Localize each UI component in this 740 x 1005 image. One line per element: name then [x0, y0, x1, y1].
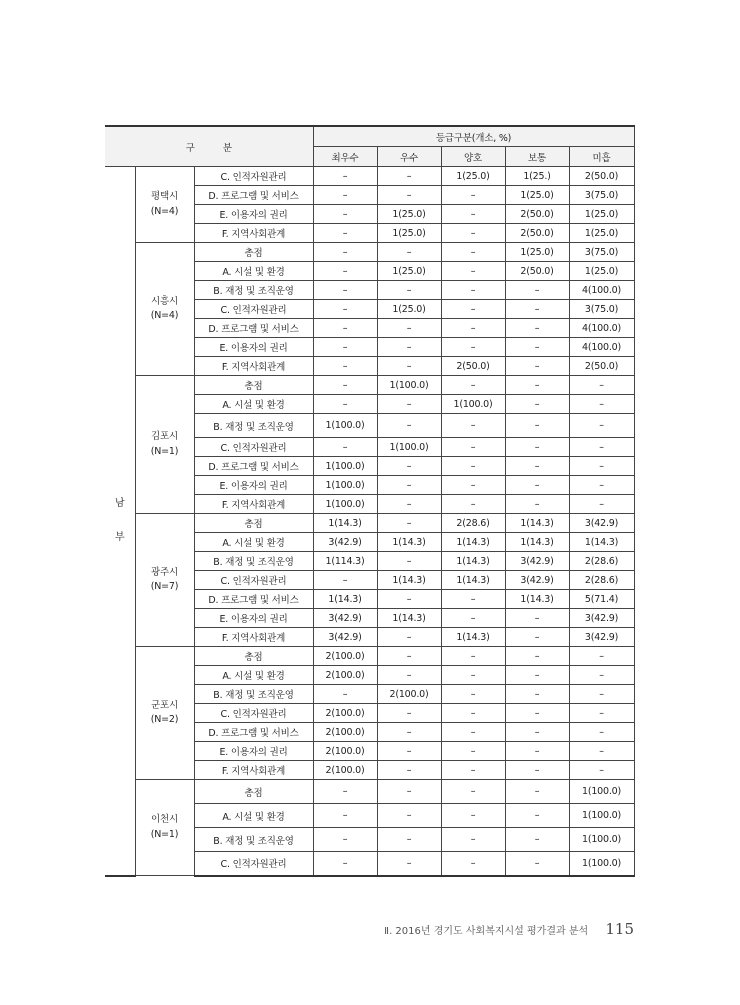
grade-value-cell: 2(100.0): [313, 761, 377, 780]
page-number: 115: [605, 920, 634, 938]
grade-value-cell: –: [441, 319, 505, 338]
grade-value-cell: 1(100.0): [313, 414, 377, 438]
grade-value-cell: –: [313, 571, 377, 590]
city-name: 군포시: [151, 699, 178, 711]
grade-value-cell: –: [313, 262, 377, 281]
grade-col-header: 미흡: [569, 147, 634, 167]
grade-value-cell: –: [441, 609, 505, 628]
grade-value-cell: –: [313, 780, 377, 804]
grade-value-cell: –: [569, 438, 634, 457]
grade-value-cell: 3(75.0): [569, 243, 634, 262]
city-count: (N=1): [150, 828, 179, 840]
grade-value-cell: 2(100.0): [313, 647, 377, 666]
grade-table: [105, 125, 635, 877]
item-label: D. 프로그램 및 서비스: [194, 186, 313, 205]
grade-value-cell: 4(100.0): [569, 338, 634, 357]
item-label: C. 인적자원관리: [194, 167, 313, 186]
grade-value-cell: 1(14.3): [505, 514, 569, 533]
grade-value-cell: –: [377, 780, 441, 804]
grade-value-cell: 1(25.0): [377, 262, 441, 281]
grade-col-header: 최우수: [313, 147, 377, 167]
table-row: [105, 167, 634, 186]
grade-value-cell: –: [377, 357, 441, 376]
table-row: [105, 780, 634, 804]
grade-value-cell: –: [569, 457, 634, 476]
grade-value-cell: –: [505, 666, 569, 685]
grade-value-cell: –: [569, 376, 634, 395]
item-label: D. 프로그램 및 서비스: [194, 590, 313, 609]
city-cell: [135, 514, 194, 647]
grade-value-cell: –: [505, 742, 569, 761]
city-count: (N=4): [150, 310, 179, 321]
item-label: 총점: [194, 647, 313, 666]
grade-value-cell: 1(14.3): [377, 609, 441, 628]
grade-value-cell: –: [377, 804, 441, 828]
grade-value-cell: –: [569, 647, 634, 666]
grade-value-cell: 2(50.0): [569, 167, 634, 186]
grade-value-cell: –: [377, 666, 441, 685]
grade-value-cell: 3(75.0): [569, 186, 634, 205]
grade-value-cell: 4(100.0): [569, 281, 634, 300]
grade-value-cell: 1(25.0): [505, 243, 569, 262]
grade-value-cell: 1(14.3): [441, 628, 505, 647]
item-label: F. 지역사회관계: [194, 628, 313, 647]
grade-value-cell: 2(28.6): [569, 552, 634, 571]
grade-value-cell: –: [313, 167, 377, 186]
grade-value-cell: 3(42.9): [569, 514, 634, 533]
item-label: E. 이용자의 권리: [194, 609, 313, 628]
grade-col-header: 양호: [441, 147, 505, 167]
grade-value-cell: –: [505, 804, 569, 828]
grade-value-cell: –: [377, 186, 441, 205]
grade-value-cell: –: [377, 852, 441, 876]
grade-value-cell: –: [313, 376, 377, 395]
grade-value-cell: –: [313, 319, 377, 338]
grade-value-cell: –: [569, 395, 634, 414]
grade-value-cell: –: [313, 186, 377, 205]
item-label: F. 지역사회관계: [194, 224, 313, 243]
grade-value-cell: –: [505, 780, 569, 804]
grade-value-cell: 3(75.0): [569, 300, 634, 319]
grade-value-cell: –: [377, 552, 441, 571]
grade-value-cell: –: [569, 742, 634, 761]
item-label: E. 이용자의 권리: [194, 742, 313, 761]
table-row: [105, 376, 634, 395]
grade-value-cell: –: [505, 395, 569, 414]
item-label: A. 시설 및 환경: [194, 533, 313, 552]
grade-value-cell: –: [313, 685, 377, 704]
city-name: 광주시: [151, 566, 178, 578]
grade-value-cell: –: [313, 357, 377, 376]
grade-value-cell: –: [377, 338, 441, 357]
grade-value-cell: –: [441, 243, 505, 262]
grade-value-cell: –: [377, 647, 441, 666]
grade-value-cell: –: [505, 414, 569, 438]
region-cell: [105, 167, 135, 876]
grade-value-cell: 1(100.0): [569, 780, 634, 804]
grade-value-cell: –: [377, 742, 441, 761]
grade-value-cell: –: [505, 647, 569, 666]
grade-value-cell: –: [505, 761, 569, 780]
grade-value-cell: –: [441, 338, 505, 357]
grade-value-cell: 3(42.9): [505, 552, 569, 571]
grade-value-cell: 3(42.9): [505, 571, 569, 590]
grade-value-cell: –: [441, 804, 505, 828]
grade-value-cell: –: [569, 414, 634, 438]
item-label: 총점: [194, 780, 313, 804]
grade-header: 등급구분(개소, %): [313, 126, 634, 147]
grade-value-cell: –: [505, 628, 569, 647]
item-label: 총점: [194, 514, 313, 533]
grade-value-cell: –: [377, 281, 441, 300]
grade-value-cell: –: [569, 666, 634, 685]
grade-value-cell: –: [313, 205, 377, 224]
item-label: C. 인적자원관리: [194, 571, 313, 590]
grade-value-cell: –: [441, 828, 505, 852]
grade-value-cell: 2(50.0): [505, 205, 569, 224]
item-label: C. 인적자원관리: [194, 300, 313, 319]
item-label: F. 지역사회관계: [194, 761, 313, 780]
grade-value-cell: –: [505, 476, 569, 495]
grade-value-cell: –: [377, 828, 441, 852]
item-label: 총점: [194, 376, 313, 395]
grade-value-cell: 2(50.0): [569, 357, 634, 376]
grade-value-cell: –: [377, 514, 441, 533]
grade-value-cell: –: [505, 338, 569, 357]
grade-value-cell: –: [569, 685, 634, 704]
city-count: (N=7): [150, 581, 179, 592]
grade-value-cell: –: [441, 262, 505, 281]
grade-value-cell: –: [505, 723, 569, 742]
grade-value-cell: 1(100.0): [313, 457, 377, 476]
grade-value-cell: 5(71.4): [569, 590, 634, 609]
grade-value-cell: 3(42.9): [569, 609, 634, 628]
grade-value-cell: –: [505, 319, 569, 338]
grade-value-cell: –: [441, 186, 505, 205]
grade-value-cell: 1(25.0): [377, 300, 441, 319]
category-header: 구 분: [105, 126, 313, 167]
grade-value-cell: –: [313, 828, 377, 852]
grade-value-cell: –: [441, 647, 505, 666]
grade-value-cell: –: [377, 457, 441, 476]
item-label: B. 재정 및 조직운영: [194, 414, 313, 438]
grade-value-cell: 2(50.0): [505, 224, 569, 243]
city-name: 이천시: [151, 814, 178, 826]
grade-value-cell: –: [377, 628, 441, 647]
page-footer: [384, 920, 634, 938]
city-cell: [135, 243, 194, 376]
grade-value-cell: 4(100.0): [569, 319, 634, 338]
grade-value-cell: –: [441, 438, 505, 457]
item-label: 총점: [194, 243, 313, 262]
grade-value-cell: –: [505, 357, 569, 376]
grade-value-cell: –: [569, 476, 634, 495]
grade-value-cell: –: [377, 495, 441, 514]
grade-value-cell: –: [313, 224, 377, 243]
grade-value-cell: –: [569, 495, 634, 514]
grade-value-cell: –: [441, 376, 505, 395]
table-header: [105, 126, 634, 167]
grade-value-cell: –: [441, 852, 505, 876]
grade-value-cell: –: [441, 685, 505, 704]
item-label: C. 인적자원관리: [194, 438, 313, 457]
grade-value-cell: –: [441, 780, 505, 804]
grade-value-cell: 2(28.6): [441, 514, 505, 533]
table-body: [105, 167, 634, 876]
item-label: F. 지역사회관계: [194, 495, 313, 514]
grade-value-cell: 2(100.0): [313, 742, 377, 761]
grade-value-cell: –: [441, 666, 505, 685]
grade-value-cell: –: [441, 300, 505, 319]
grade-value-cell: 1(100.0): [441, 395, 505, 414]
region-label-char: 남: [115, 498, 125, 510]
city-cell: [135, 167, 194, 243]
grade-value-cell: 1(100.0): [569, 804, 634, 828]
grade-value-cell: –: [377, 704, 441, 723]
grade-value-cell: 2(28.6): [569, 571, 634, 590]
item-label: C. 인적자원관리: [194, 852, 313, 876]
grade-col-header: 우수: [377, 147, 441, 167]
grade-value-cell: 1(14.3): [441, 571, 505, 590]
grade-value-cell: –: [441, 723, 505, 742]
grade-value-cell: 2(100.0): [377, 685, 441, 704]
grade-value-cell: –: [441, 495, 505, 514]
city-cell: [135, 647, 194, 780]
item-label: A. 시설 및 환경: [194, 262, 313, 281]
grade-value-cell: –: [441, 590, 505, 609]
grade-value-cell: 2(100.0): [313, 666, 377, 685]
item-label: D. 프로그램 및 서비스: [194, 319, 313, 338]
grade-value-cell: –: [505, 281, 569, 300]
grade-value-cell: –: [377, 723, 441, 742]
grade-value-cell: –: [313, 852, 377, 876]
grade-value-cell: –: [313, 281, 377, 300]
grade-value-cell: –: [505, 704, 569, 723]
grade-value-cell: 1(25.0): [505, 186, 569, 205]
grade-value-cell: 2(50.0): [505, 262, 569, 281]
city-count: (N=1): [150, 445, 179, 457]
grade-value-cell: 1(14.3): [505, 590, 569, 609]
grade-value-cell: 3(42.9): [313, 609, 377, 628]
grade-value-cell: 1(100.0): [569, 828, 634, 852]
grade-value-cell: –: [377, 319, 441, 338]
item-label: C. 인적자원관리: [194, 704, 313, 723]
grade-value-cell: 1(14.3): [441, 533, 505, 552]
grade-value-cell: –: [441, 761, 505, 780]
grade-value-cell: –: [377, 761, 441, 780]
grade-value-cell: –: [505, 376, 569, 395]
grade-value-cell: –: [441, 414, 505, 438]
grade-value-cell: –: [505, 852, 569, 876]
grade-value-cell: –: [377, 243, 441, 262]
city-name: 평택시: [151, 191, 178, 203]
city-count: (N=2): [150, 714, 179, 725]
grade-value-cell: 1(25.): [505, 167, 569, 186]
table-row: [105, 514, 634, 533]
grade-value-cell: –: [441, 205, 505, 224]
grade-value-cell: 1(14.3): [377, 571, 441, 590]
grade-value-cell: 1(14.3): [505, 533, 569, 552]
grade-value-cell: 1(114.3): [313, 552, 377, 571]
table-row: [105, 647, 634, 666]
grade-value-cell: 1(25.0): [377, 205, 441, 224]
item-label: D. 프로그램 및 서비스: [194, 457, 313, 476]
grade-value-cell: –: [441, 704, 505, 723]
city-name: 김포시: [151, 431, 178, 443]
grade-value-cell: 1(100.0): [313, 476, 377, 495]
grade-value-cell: –: [313, 243, 377, 262]
item-label: B. 재정 및 조직운영: [194, 552, 313, 571]
grade-value-cell: –: [569, 723, 634, 742]
grade-value-cell: –: [505, 457, 569, 476]
item-label: A. 시설 및 환경: [194, 395, 313, 414]
region-label-char: 부: [115, 532, 125, 544]
grade-value-cell: –: [377, 395, 441, 414]
grade-value-cell: –: [377, 167, 441, 186]
grade-value-cell: 1(100.0): [377, 376, 441, 395]
item-label: B. 재정 및 조직운영: [194, 685, 313, 704]
grade-value-cell: –: [505, 828, 569, 852]
item-label: D. 프로그램 및 서비스: [194, 723, 313, 742]
item-label: E. 이용자의 권리: [194, 205, 313, 224]
grade-value-cell: –: [441, 476, 505, 495]
grade-value-cell: –: [377, 414, 441, 438]
grade-value-cell: –: [505, 609, 569, 628]
grade-value-cell: –: [505, 495, 569, 514]
grade-value-cell: –: [441, 742, 505, 761]
grade-value-cell: –: [377, 476, 441, 495]
city-name: 시흥시: [151, 295, 178, 307]
grade-value-cell: 1(14.3): [377, 533, 441, 552]
grade-value-cell: 3(42.9): [569, 628, 634, 647]
grade-value-cell: –: [441, 457, 505, 476]
grade-value-cell: 1(25.0): [569, 262, 634, 281]
grade-value-cell: 1(25.0): [441, 167, 505, 186]
grade-value-cell: 1(14.3): [313, 590, 377, 609]
grade-value-cell: –: [569, 761, 634, 780]
grade-value-cell: 3(42.9): [313, 628, 377, 647]
grade-value-cell: 1(14.3): [569, 533, 634, 552]
grade-value-cell: 2(100.0): [313, 723, 377, 742]
grade-value-cell: –: [569, 704, 634, 723]
item-label: A. 시설 및 환경: [194, 804, 313, 828]
grade-value-cell: –: [505, 685, 569, 704]
item-label: E. 이용자의 권리: [194, 476, 313, 495]
grade-value-cell: 3(42.9): [313, 533, 377, 552]
item-label: B. 재정 및 조직운영: [194, 281, 313, 300]
grade-value-cell: 2(100.0): [313, 704, 377, 723]
item-label: F. 지역사회관계: [194, 357, 313, 376]
grade-value-cell: –: [313, 300, 377, 319]
city-cell: [135, 780, 194, 876]
grade-col-header: 보통: [505, 147, 569, 167]
grade-value-cell: –: [377, 590, 441, 609]
city-cell: [135, 376, 194, 514]
grade-value-cell: –: [441, 224, 505, 243]
grade-value-cell: 1(14.3): [313, 514, 377, 533]
grade-value-cell: –: [505, 438, 569, 457]
item-label: A. 시설 및 환경: [194, 666, 313, 685]
item-label: E. 이용자의 권리: [194, 338, 313, 357]
grade-value-cell: 1(100.0): [313, 495, 377, 514]
grade-value-cell: –: [505, 300, 569, 319]
grade-value-cell: 1(25.0): [377, 224, 441, 243]
city-count: (N=4): [150, 205, 179, 217]
grade-value-cell: –: [313, 395, 377, 414]
grade-value-cell: 2(50.0): [441, 357, 505, 376]
grade-value-cell: 1(14.3): [441, 552, 505, 571]
table-row: [105, 243, 634, 262]
grade-value-cell: 1(25.0): [569, 205, 634, 224]
grade-value-cell: –: [313, 804, 377, 828]
grade-value-cell: –: [313, 438, 377, 457]
grade-value-cell: 1(100.0): [377, 438, 441, 457]
chapter-title: Ⅱ. 2016년 경기도 사회복지시설 평가결과 분석: [384, 926, 589, 937]
grade-value-cell: 1(100.0): [569, 852, 634, 876]
grade-value-cell: –: [313, 338, 377, 357]
grade-value-cell: 1(25.0): [569, 224, 634, 243]
item-label: B. 재정 및 조직운영: [194, 828, 313, 852]
grade-value-cell: –: [441, 281, 505, 300]
